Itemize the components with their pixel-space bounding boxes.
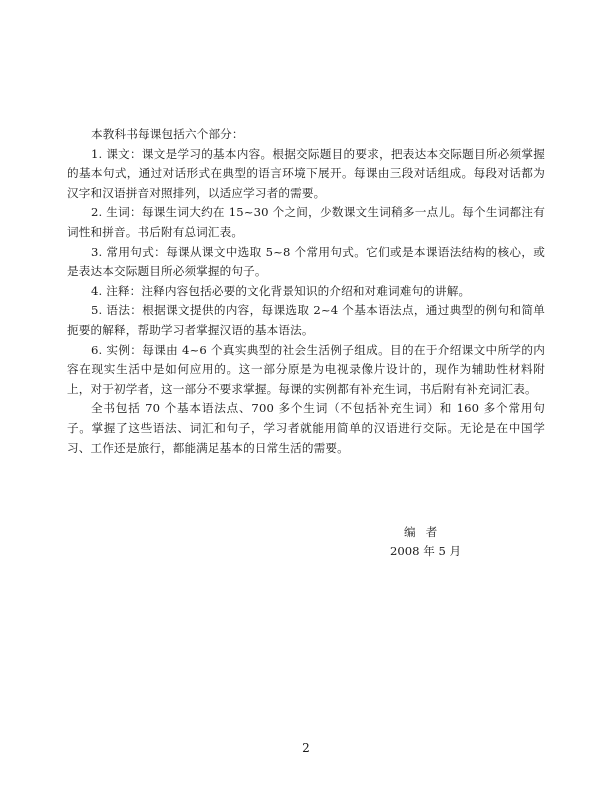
page-number: 2 <box>302 741 310 755</box>
paragraph-notes: 4. 注释：注释内容包括必要的文化背景知识的介绍和对难词难句的讲解。 <box>91 283 471 298</box>
paragraph-vocabulary: 2. 生词：每课生词大约在 15~30 个之间，少数课文生词稍多一点儿。每个生词都注有词性和拼音。书后附有总词汇表。 <box>67 205 545 239</box>
signature-date: 2008 年 5 月 <box>390 544 462 558</box>
paragraph-sentence-patterns: 3. 常用句式：每课从课文中选取 5~8 个常用句式。它们或是本课语法结构的核心，或是表达本交际题目所必须掌握的句子。 <box>67 244 545 279</box>
paragraph-examples: 6. 实例：每课由 4~6 个真实典型的社会生活例子组成。目的在于介绍课文中所学的内容在现实生活中是如何应用的。这一部分原是为电视录像片设计的，现作为辅助性材料附上，对于初学者，这一部分不要求掌握。每课的实例都有补充生词，书后附有补充词汇表。 <box>67 342 545 396</box>
intro-paragraph: 本教科书每课包括六个部分： <box>91 127 244 141</box>
preface-body <box>67 125 545 458</box>
signature-editor: 编者 <box>404 525 448 539</box>
paragraph-text: 1. 课文：课文是学习的基本内容。根据交际题目的要求，把表达本交际题目所必须掌握的基本句式，通过对话形式在典型的语言环境下展开。每课由三段对话组成。每段对话都为汉字和汉语拼音对照排列，以适应学习者的需要。 <box>67 146 545 200</box>
paragraph-grammar: 5. 语法：根据课文提供的内容，每课选取 2~4 个基本语法点，通过典型的例句和简单扼要的解释，帮助学习者掌握汉语的基本语法。 <box>67 303 545 337</box>
paragraph-summary: 全书包括 70 个基本语法点、700 多个生词（不包括补充生词）和 160 多个常用句子。掌握了这些语法、词汇和句子，学习者就能用简单的汉语进行交际。无论是在中国学习、工作还是旅行，都能满足基本的日常生活的需要。 <box>67 401 545 455</box>
